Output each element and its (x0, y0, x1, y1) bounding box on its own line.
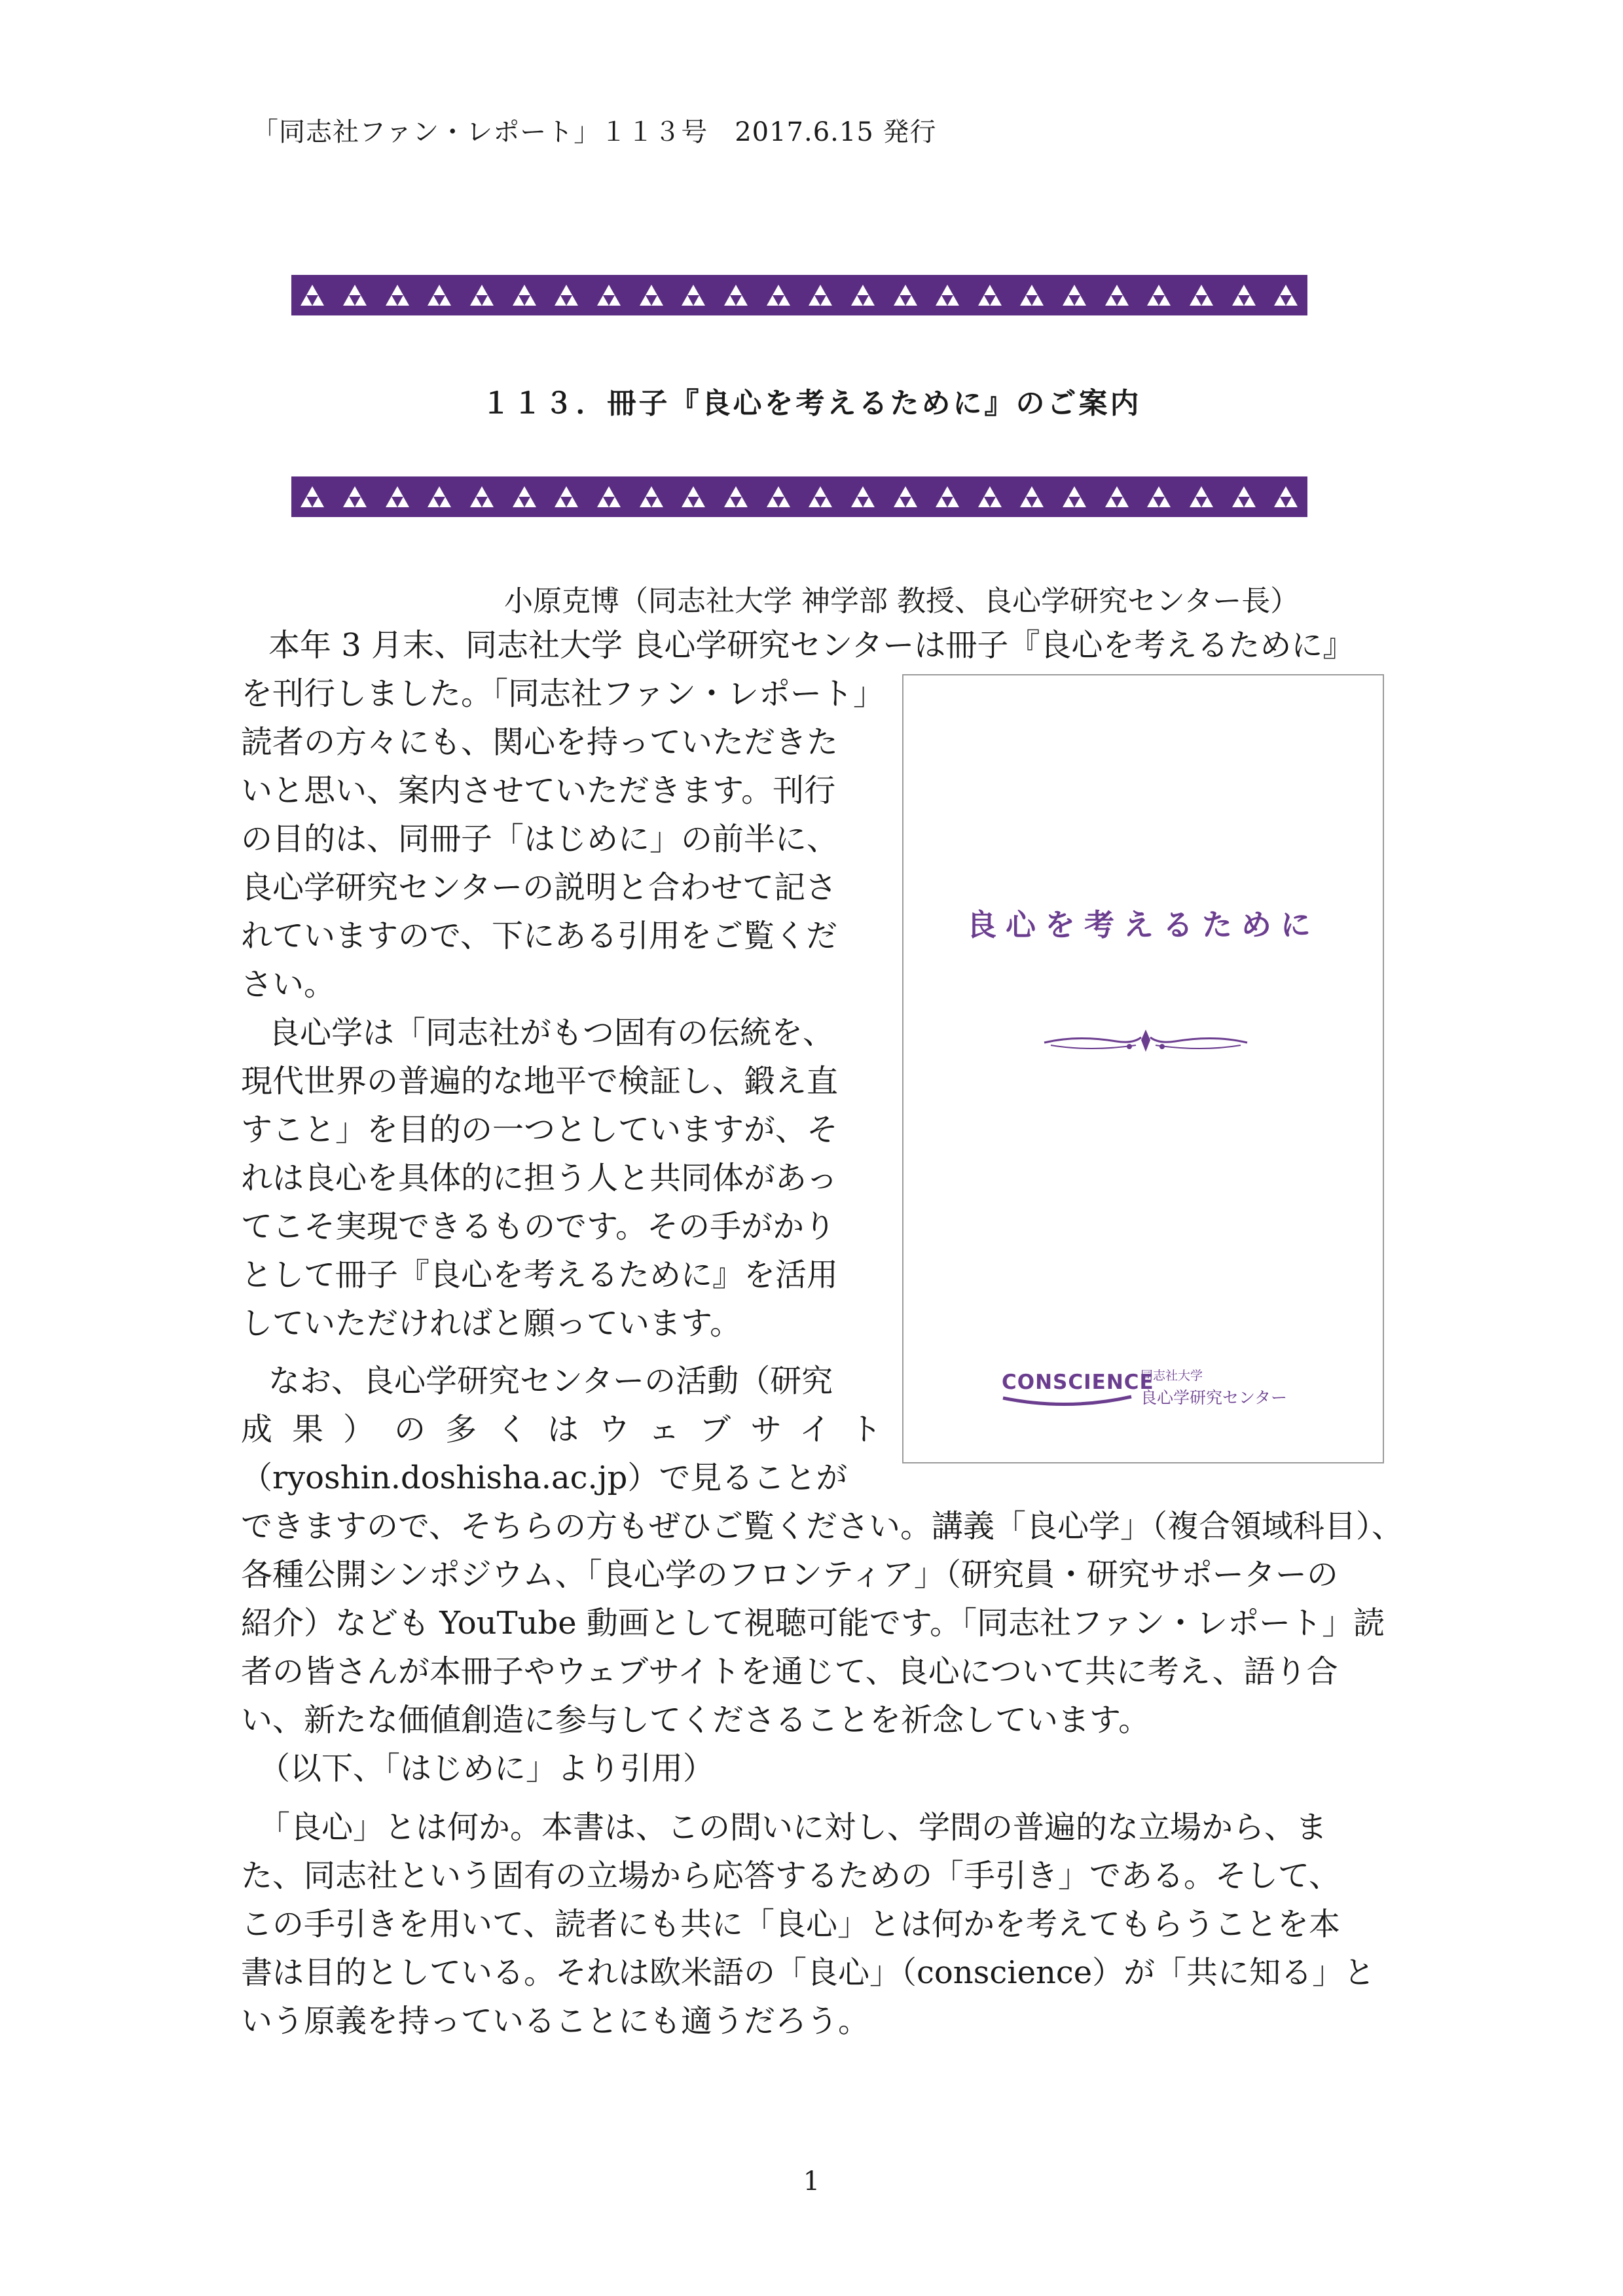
triforce-icon (1187, 282, 1216, 308)
body-line: 良心学は「同志社がもつ固有の伝統を、 (268, 1014, 835, 1051)
triforce-icon (764, 282, 793, 308)
body-line: れは良心を具体的に担う人と共同体があっ (241, 1160, 838, 1196)
triforce-icon (933, 484, 962, 510)
triforce-icon (552, 282, 581, 308)
decorative-band-bottom (291, 476, 1307, 517)
triforce-icon (594, 484, 623, 510)
triforce-icon (637, 484, 666, 510)
triforce-icon (1187, 484, 1216, 510)
body-line: れていますので、下にある引用をご覧くだ (241, 918, 838, 954)
body-line: できますので、そちらの方もぜひご覧ください。講義「良心学」（複合領域科目）、 (241, 1508, 1404, 1545)
triforce-icon (976, 484, 1004, 510)
triforce-icon (848, 484, 877, 510)
body-line: い、新たな価値創造に参与してくださることを祈念しています。 (241, 1702, 1150, 1738)
triforce-icon (383, 484, 412, 510)
body-line: さい。 (241, 966, 336, 1003)
triforce-icon (552, 484, 581, 510)
triforce-icon (1271, 484, 1300, 510)
swoosh-icon (1002, 1394, 1133, 1408)
triforce-icon (425, 484, 454, 510)
triforce-icon (1103, 282, 1131, 308)
triforce-icon (721, 282, 750, 308)
triforce-icon (891, 484, 920, 510)
body-line: いう原義を持っていることにも適うだろう。 (241, 2003, 870, 2039)
triforce-icon (298, 282, 327, 308)
body-line: 各種公開シンポジウム、「良心学のフロンティア」（研究員・研究サポーターの (241, 1556, 1338, 1593)
body-line: この手引きを用いて、読者にも共に「良心」とは何かを考えてもらうことを本 (241, 1906, 1341, 1943)
triforce-icon (340, 484, 369, 510)
triforce-icon (425, 282, 454, 308)
triforce-icon (1017, 282, 1046, 308)
body-line: 本年 3 月末、同志社大学 良心学研究センターは冊子『良心を考えるために』 (268, 627, 1355, 664)
triforce-icon (679, 282, 708, 308)
body-line: していただければと願っています。 (241, 1305, 742, 1342)
triforce-icon (340, 282, 369, 308)
body-line: なお、良心学研究センターの活動（研究 (268, 1363, 833, 1399)
triforce-icon (806, 484, 835, 510)
body-line: （ryoshin.doshisha.ac.jp）で見ることが (241, 1460, 848, 1496)
triforce-icon (1230, 282, 1258, 308)
conscience-logo (1002, 1363, 1288, 1415)
article-title: １１３．冊子『良心を考えるために』のご案内 (481, 387, 1142, 420)
triforce-icon (510, 484, 539, 510)
issue-header: 「同志社ファン・レポート」１１３号 2017.6.15 発行 (252, 117, 937, 147)
decorative-band-top (291, 275, 1307, 315)
triforce-icon (933, 282, 962, 308)
body-line: （以下、「はじめに」より引用） (259, 1750, 715, 1787)
triforce-icon (679, 484, 708, 510)
body-line: 成果）の多くはウェブサイト (241, 1411, 902, 1448)
page-number: 1 (803, 2166, 820, 2197)
body-line: として冊子『良心を考えるために』を活用 (241, 1257, 839, 1293)
author-line: 小原克博（同志社大学 神学部 教授、良心学研究センター長） (504, 584, 1300, 618)
triforce-icon (467, 484, 496, 510)
logo-center: 良心学研究センター (1140, 1388, 1288, 1407)
body-line: 紹介）なども YouTube 動画として視聴可能です。「同志社ファン・レポート」読 (241, 1605, 1385, 1641)
body-line: の目的は、同冊子「はじめに」の前半に、 (241, 821, 839, 857)
triforce-icon (1017, 484, 1046, 510)
book-cover-title: 良心を考えるために (966, 907, 1320, 942)
body-line: 現代世界の普遍的な地平で検証し、鍛え直 (241, 1063, 839, 1100)
triforce-icon (848, 282, 877, 308)
logo-wordmark: CONSCIENCE (1002, 1371, 1154, 1394)
body-line: た、同志社という固有の立場から応答するための「手引き」である。そして、 (241, 1857, 1341, 1894)
triforce-icon (510, 282, 539, 308)
triforce-icon (721, 484, 750, 510)
body-line: 「良心」とは何か。本書は、この問いに対し、学問の普遍的な立場から、ま (259, 1809, 1328, 1846)
triforce-icon (764, 484, 793, 510)
triforce-icon (891, 282, 920, 308)
triforce-icon (1230, 484, 1258, 510)
triforce-icon (383, 282, 412, 308)
triforce-icon (1060, 282, 1089, 308)
triforce-icon (467, 282, 496, 308)
triforce-icon (1060, 484, 1089, 510)
body-line: 良心学研究センターの説明と合わせて記さ (241, 869, 837, 906)
ornament-icon (1038, 1026, 1254, 1058)
body-line: を刊行しました。「同志社ファン・レポート」 (241, 675, 885, 712)
triforce-icon (1271, 282, 1300, 308)
body-line: 読者の方々にも、関心を持っていただきた (241, 724, 839, 761)
body-line: 者の皆さんが本冊子やウェブサイトを通じて、良心について共に考え、語り合 (241, 1653, 1338, 1690)
triforce-icon (1144, 282, 1173, 308)
triforce-icon (637, 282, 666, 308)
body-line: てこそ実現できるものです。その手がかり (241, 1208, 836, 1245)
triforce-icon (976, 282, 1004, 308)
body-line: すこと」を目的の一つとしていますが、そ (241, 1111, 839, 1148)
triforce-icon (1103, 484, 1131, 510)
triforce-icon (594, 282, 623, 308)
body-line: いと思い、案内させていただきます。刊行 (241, 772, 836, 809)
logo-university: 同志社大学 (1140, 1369, 1203, 1383)
triforce-icon (298, 484, 327, 510)
triforce-icon (1144, 484, 1173, 510)
triforce-icon (806, 282, 835, 308)
book-cover-image (902, 674, 1384, 1463)
body-line: 書は目的としている。それは欧米語の「良心」（conscience）が「共に知る」と (241, 1954, 1376, 1991)
